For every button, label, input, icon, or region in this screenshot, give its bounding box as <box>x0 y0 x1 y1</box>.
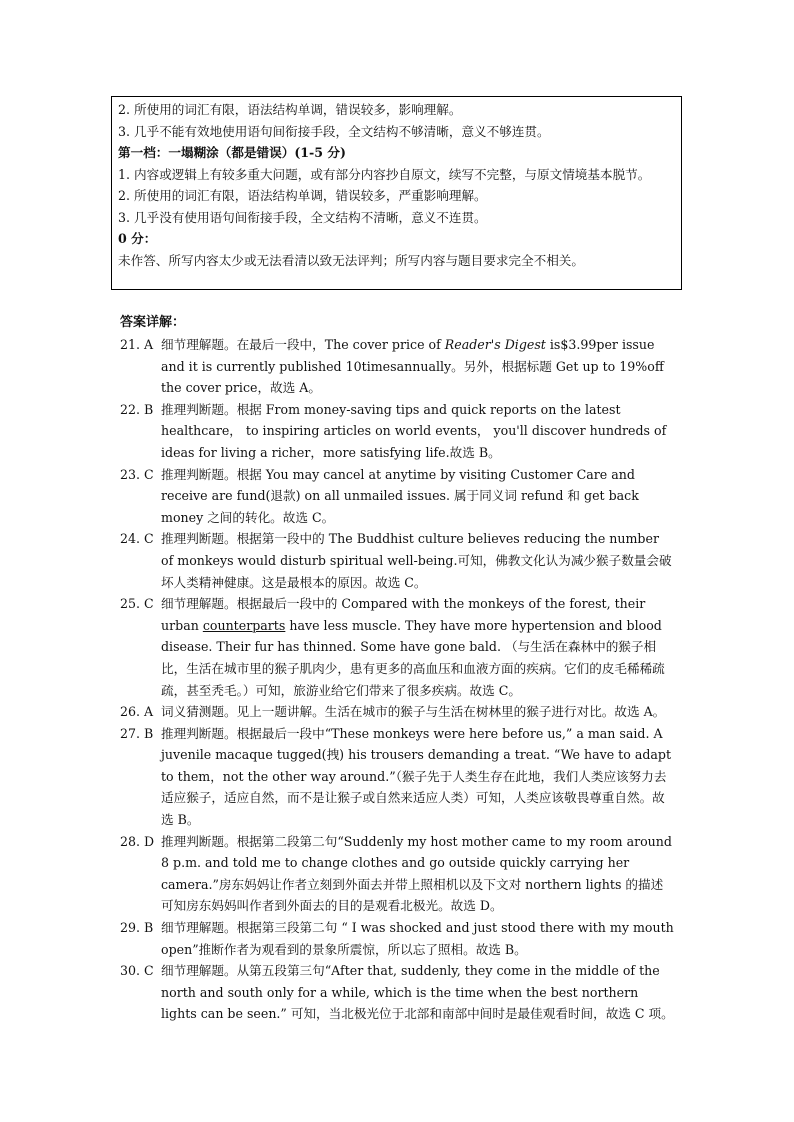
explanation-text: 细节理解题。根据最后一段中的 Compared with the monkeys of the forest, their urban <box>161 596 646 633</box>
answer-explanation <box>161 593 675 701</box>
rubric-tier1-heading: 第一档：一塌糊涂（都是错误）(1-5 分) <box>118 145 346 160</box>
answer-item <box>120 334 675 399</box>
answer-number: 22. B <box>120 401 154 417</box>
answer-number: 30. C <box>120 963 154 979</box>
answer-explanations-list <box>120 334 675 1025</box>
answer-item <box>120 723 675 831</box>
answer-explanation <box>161 831 675 917</box>
answer-number: 21. A <box>120 337 154 352</box>
explanation-text: 细节理解题。从第五段第三句“After that, suddenly, they come in the middle of the north and south only for a while, which is the time when the best northern lights can be seen.” 可知，当北极光位于北部和南部中间时是最佳观看时间，故选 C 项。 <box>161 963 674 1022</box>
answer-explanation <box>161 528 675 593</box>
answer-item <box>120 917 675 960</box>
explanation-text: 词义猜测题。见上一题讲解。生活在城市的猴子与生活在树林里的猴子进行对比。故选 A。 <box>161 704 666 720</box>
answer-explanation <box>161 399 675 464</box>
rubric-tier2-item2: 2. 所使用的词汇有限，语法结构单调，错误较多，影响理解。 <box>118 102 462 117</box>
explanation-text: Reader's Digest <box>444 337 546 352</box>
rubric-zero-text: 未作答、所写内容太少或无法看清以致无法评判；所写内容与题目要求完全不相关。 <box>118 252 584 268</box>
answer-explanation <box>161 723 675 831</box>
explanation-text: 推理判断题。根据 You may cancel at anytime by visiting Customer Care and receive are fund(退款) on all unmailed issues. 属于同义词 refund 和 get back money 之间的转化。故选 C。 <box>161 466 639 525</box>
answer-number: 23. C <box>120 466 154 482</box>
rubric-tier1-item3: 3. 几乎没有使用语句间衔接手段，全文结构不清晰，意义不连贯。 <box>118 209 487 225</box>
answer-explanation <box>161 464 675 529</box>
answer-number: 24. C <box>120 531 154 547</box>
scoring-rubric-box <box>111 96 682 290</box>
answer-number: 29. B <box>120 920 154 936</box>
answer-explanation <box>161 334 675 399</box>
answer-item <box>120 528 675 593</box>
answer-number: 27. B <box>120 725 154 741</box>
rubric-tier1-item2: 2. 所使用的词汇有限，语法结构单调，错误较多，严重影响理解。 <box>118 188 487 203</box>
answers-title: 答案详解： <box>120 315 186 330</box>
answer-item <box>120 593 675 701</box>
explanation-text: 细节理解题。在最后一段中，The cover price of <box>161 337 445 352</box>
answer-item <box>120 960 675 1025</box>
answer-number: 25. C <box>120 596 154 612</box>
answer-explanation <box>161 960 675 1025</box>
answer-number: 26. A <box>120 704 154 720</box>
rubric-zero-heading: 0 分： <box>118 231 157 246</box>
answer-explanation <box>161 701 675 723</box>
answer-item <box>120 399 675 464</box>
rubric-tier2-item3: 3. 几乎不能有效地使用语句间衔接手段，全文结构不够清晰，意义不够连贯。 <box>118 123 550 139</box>
explanation-text: counterparts <box>202 617 286 633</box>
answer-number: 28. D <box>120 833 155 849</box>
explanation-text: 推理判断题。根据 From money-saving tips and quick reports on the latest healthcare， to inspiring articles on world events， you'll discover hundreds of ideas for living a richer，more satisfying life.故选 B。 <box>161 401 667 460</box>
answer-item <box>120 464 675 529</box>
rubric-tier1-item1: 1. 内容或逻辑上有较多重大问题，或有部分内容抄自原文，续写不完整，与原文情境基本脱节。 <box>118 166 651 182</box>
answer-item <box>120 701 675 723</box>
answer-item <box>120 831 675 917</box>
explanation-text: is$3.99per issue and it is currently published 10timesannually。另外，根据标题 Get up to 19%off the cover price，故选 A。 <box>161 337 664 396</box>
explanation-text: 推理判断题。根据最后一段中“These monkeys were here before us,” a man said. A juvenile macaque tugged(拽) his trousers demanding a treat. “We have to adapt to them，not the other way around.”（猴子先于人类生存在此地，我们人类应该努力去适应猴子，适应自然，而不是让猴子或自然来适应人类）可知，人类应该敬畏尊重自然。故选 B。 <box>161 725 672 828</box>
explanation-text: have less muscle. They have more hypertension and blood disease. Their fur has thinned. Some have gone bald. （与生活在森林中的猴子相比，生活在城市里的猴子肌肉少，患有更多的高血压和血液方面的疾病。它们的皮毛稀稀疏疏，甚至秃毛。）可知，旅游业给它们带来了很多疾病。故选 C。 <box>161 617 665 698</box>
explanation-text: 推理判断题。根据第一段中的 The Buddhist culture believes reducing the number of monkeys would disturb spiritual well-being.可知，佛教文化认为减少猴子数量会破坏人类精神健康。这是最根本的原因。故选 C。 <box>161 531 672 590</box>
explanation-text: 推理判断题。根据第二段第二句“Suddenly my host mother came to my room around 8 p.m. and told me to change clothes and go outside quickly carrying her camera.”房东妈妈让作者立刻到外面去并带上照相机以及下文对 northern lights 的描述可知房东妈妈叫作者到外面去的目的是观看北极光。故选 D。 <box>161 833 672 914</box>
explanation-text: 细节理解题。根据第三段第二句 “ I was shocked and just stood there with my mouth open”推断作者为观看到的景象所震惊，所以忘了照相。故选 B。 <box>161 920 674 957</box>
answer-explanation <box>161 917 675 960</box>
